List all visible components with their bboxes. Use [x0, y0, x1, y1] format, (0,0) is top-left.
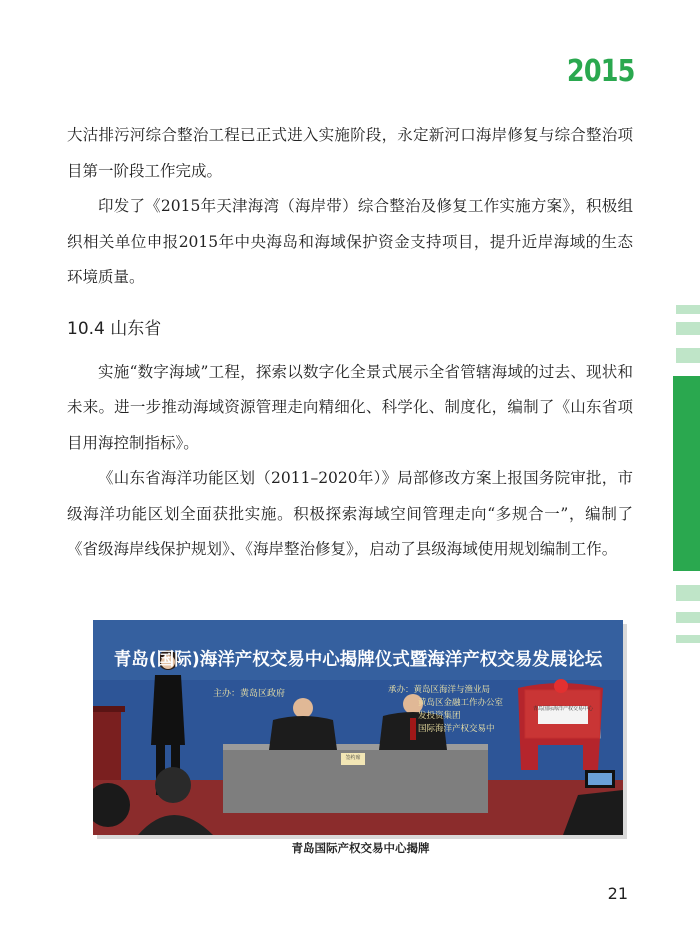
name-card-text: 签约席 — [345, 755, 361, 761]
side-tab-light — [676, 305, 700, 314]
side-tab-light — [676, 322, 700, 335]
paragraph-zoning-plan: 《山东省海洋功能区划（2011–2020年）》局部修改方案上报国务院审批，市级海洋功能区划全面获批实施。积极探索海域空间管理走向“多规合一”，编制了《省级海岸线保护规划》、《海岸整治修复》，启动了县级海域使用规划编制工作。 — [67, 469, 633, 558]
photo-caption: 青岛国际产权交易中心揭牌 — [291, 841, 430, 855]
side-tab-light — [676, 612, 700, 623]
side-tab-active — [673, 376, 700, 571]
organizer-line: 黄岛区金融工作办公室 — [418, 698, 504, 708]
side-tab-light — [676, 635, 700, 643]
organizer-line: 发投资集团 — [418, 711, 461, 721]
organizer-line: 承办：黄岛区海洋与渔业局 — [388, 685, 491, 695]
side-tab-light — [676, 585, 700, 601]
side-tab-light — [676, 348, 700, 363]
paragraph-tianjin-plan: 印发了《2015年天津海湾（海岸带）综合整治及修复工作实施方案》，积极组织相关单位申报2015年中央海岛和海域保护资金支持项目，提升近岸海域的生态环境质量。 — [67, 197, 633, 286]
banner-title: 青岛(国际)海洋产权交易中心揭牌仪式暨海洋产权交易发展论坛 — [113, 650, 603, 670]
section-heading-shandong: 10.4 山东省 — [67, 318, 162, 339]
plaque-text: 青岛国际海洋产权交易中心 — [533, 706, 594, 712]
year-label: 2015 — [566, 54, 634, 89]
paragraph-dagu-river: 大沽排污河综合整治工程已正式进入实施阶段，永定新河口海岸修复与综合整治项目第一阶段工作完成。 — [67, 126, 633, 180]
ceremony-photo — [93, 620, 623, 835]
body-text — [67, 118, 633, 568]
paragraph-digital-sea: 实施“数字海域”工程，探索以数字化全景式展示全省管辖海域的过去、现状和未来。进一步推动海域资源管理走向精细化、科学化、制度化，编制了《山东省项目用海控制指标》。 — [67, 362, 633, 452]
banner-host: 主办：黄岛区政府 — [213, 689, 286, 699]
banner-organizers — [388, 684, 503, 736]
page-number: 21 — [607, 884, 628, 903]
organizer-line: 国际海洋产权交易中 — [418, 724, 495, 734]
